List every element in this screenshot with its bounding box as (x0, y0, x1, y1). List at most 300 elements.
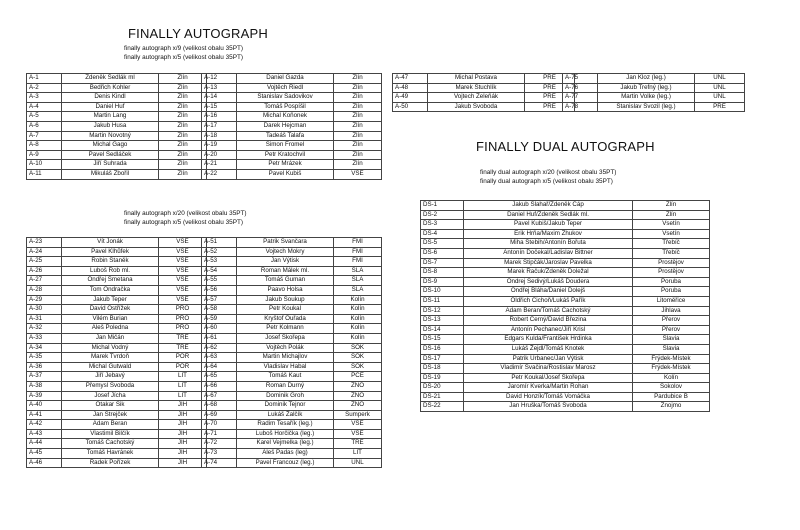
table-row (202, 141, 382, 151)
table-row (393, 83, 575, 93)
team-cell: Kolín (633, 373, 710, 383)
player-cell: Přemysl Svoboda (62, 381, 159, 391)
table-row (27, 324, 207, 334)
dual-autograph-table (420, 200, 710, 412)
player-cell: Daniel Huf/Zdeněk Sedlák ml. (464, 210, 633, 220)
table-row (27, 150, 207, 160)
player-cell: Pavel Francouz (leg.) (237, 458, 334, 468)
code-cell: A-46 (27, 458, 62, 468)
code-cell: DS-1 (421, 201, 464, 211)
code-cell: DS-4 (421, 229, 464, 239)
table-row (563, 74, 745, 84)
table-row (421, 316, 710, 326)
team-cell: PRE (525, 74, 575, 84)
player-cell: Vojtěch Riedl (237, 83, 334, 93)
team-cell: Zlín (334, 131, 382, 141)
team-cell: SLA (334, 266, 382, 276)
player-cell: Patrik Urbanec/Jan Výtisk (464, 354, 633, 364)
code-cell: A-26 (27, 266, 62, 276)
table-row (421, 296, 710, 306)
player-cell: Radim Tesařík (leg.) (237, 420, 334, 430)
table-row (421, 277, 710, 287)
player-cell: Aleš Padas (leg) (237, 449, 334, 459)
table-row (563, 93, 745, 103)
player-cell: Jiří Suhrada (62, 160, 159, 170)
table-row (27, 410, 207, 420)
code-cell: A-61 (202, 333, 237, 343)
table-row (202, 121, 382, 131)
table-row (27, 343, 207, 353)
table-row (27, 381, 207, 391)
code-cell: DS-7 (421, 258, 464, 268)
player-cell: Ondřej Bláha/Daniel Dolejš (464, 287, 633, 297)
team-cell: TRE (159, 333, 207, 343)
code-cell: A-25 (27, 257, 62, 267)
table-row (27, 169, 207, 179)
player-cell: Dominik Groh (237, 391, 334, 401)
table-row (27, 429, 207, 439)
player-cell: Daniel Huf (62, 102, 159, 112)
table-row (202, 83, 382, 93)
team-cell: Sokolov (633, 383, 710, 393)
table-row (202, 362, 382, 372)
code-cell: A-13 (202, 83, 237, 93)
code-cell: A-17 (202, 121, 237, 131)
player-cell: Petr Kolmann (237, 324, 334, 334)
team-cell: VSE (159, 285, 207, 295)
team-cell: Zlín (334, 93, 382, 103)
player-cell: Roman Málek ml. (237, 266, 334, 276)
player-cell: Antonín Pechanec/Jiří Krisl (464, 325, 633, 335)
code-cell: A-53 (202, 257, 237, 267)
table-row (202, 458, 382, 468)
code-cell: A-24 (27, 247, 62, 257)
player-cell: Tomáš Guman (237, 276, 334, 286)
table-row (27, 401, 207, 411)
code-cell: DS-17 (421, 354, 464, 364)
team-cell: Zlín (159, 121, 207, 131)
code-cell: A-33 (27, 333, 62, 343)
player-cell: Luboš Rob ml. (62, 266, 159, 276)
player-cell: Tom Ondračka (62, 285, 159, 295)
code-cell: A-6 (27, 121, 62, 131)
team-cell: ZNO (334, 401, 382, 411)
player-cell: Jakub Šlahař/Zdeněk Čáp (464, 201, 633, 211)
player-cell: Dominik Tejnor (237, 401, 334, 411)
player-cell: Robin Staněk (62, 257, 159, 267)
table-row (421, 268, 710, 278)
player-cell: Luboš Horčička (leg.) (237, 429, 334, 439)
player-cell: Josef Skořepa (237, 333, 334, 343)
player-cell: Tomáš Havránek (62, 449, 159, 459)
code-cell: A-72 (202, 439, 237, 449)
player-cell: Marek Stuchlík (428, 83, 525, 93)
team-cell: PRO (159, 305, 207, 315)
code-cell: A-32 (27, 324, 62, 334)
table-row (421, 210, 710, 220)
code-cell: DS-12 (421, 306, 464, 316)
player-cell: Jaromír Kverka/Martin Rohan (464, 383, 633, 393)
autograph-table-a51-a74 (201, 237, 382, 468)
table-row (202, 420, 382, 430)
x20-note-2: finally autograph x/5 (velikost obalu 35PT) (124, 219, 244, 226)
code-cell: A-41 (27, 410, 62, 420)
code-cell: A-29 (27, 295, 62, 305)
code-cell: DS-13 (421, 316, 464, 326)
player-cell: Vlastimil Bilčík (62, 429, 159, 439)
player-cell: Miha Štebih/Antonín Bořuta (464, 239, 633, 249)
code-cell: A-51 (202, 238, 237, 248)
x20-note-1: finally autograph x/20 (velikost obalu 35PT) (124, 210, 247, 217)
player-cell: Kryštof Ouřada (237, 314, 334, 324)
player-cell: Lukáš Žejdl/Tomáš Knotek (464, 344, 633, 354)
player-cell: Vojtech Zeleňák (428, 93, 525, 103)
code-cell: A-67 (202, 391, 237, 401)
code-cell: A-44 (27, 439, 62, 449)
player-cell: Petr Koukal (237, 305, 334, 315)
finally-autograph-title: FINALLY AUTOGRAPH (128, 26, 268, 41)
table-row (202, 247, 382, 257)
team-cell: VSE (159, 257, 207, 267)
table-row (421, 229, 710, 239)
code-cell: A-75 (563, 74, 598, 84)
code-cell: A-12 (202, 74, 237, 84)
player-cell: Tomáš Pospíšil (237, 102, 334, 112)
player-cell: Zdeněk Sedlák ml (62, 74, 159, 84)
code-cell: A-70 (202, 420, 237, 430)
team-cell: Zlín (334, 102, 382, 112)
player-cell: Jiří Jebavý (62, 372, 159, 382)
table-row (202, 102, 382, 112)
team-cell: UNL (695, 93, 745, 103)
team-cell: Litoměřice (633, 296, 710, 306)
table-row (27, 247, 207, 257)
team-cell: LIT (334, 449, 382, 459)
player-cell: Jan Mičán (62, 333, 159, 343)
team-cell: Slavia (633, 335, 710, 345)
table-row (202, 74, 382, 84)
player-cell: Antonín Dočekal/Ladislav Bittner (464, 248, 633, 258)
team-cell: PRO (159, 324, 207, 334)
table-row (421, 220, 710, 230)
code-cell: A-71 (202, 429, 237, 439)
team-cell: Třebíč (633, 239, 710, 249)
code-cell: DS-11 (421, 296, 464, 306)
team-cell: Kolín (334, 314, 382, 324)
table-row (27, 141, 207, 151)
code-cell: A-19 (202, 141, 237, 151)
team-cell: Zlín (334, 83, 382, 93)
team-cell: Poruba (633, 287, 710, 297)
code-cell: A-37 (27, 372, 62, 382)
team-cell: FMI (334, 257, 382, 267)
team-cell: LIT (159, 372, 207, 382)
team-cell: ZNO (334, 381, 382, 391)
team-cell: PCE (334, 372, 382, 382)
code-cell: A-65 (202, 372, 237, 382)
table-row (421, 258, 710, 268)
code-cell: A-30 (27, 305, 62, 315)
player-cell: Jan Strejček (62, 410, 159, 420)
team-cell: Zlín (159, 150, 207, 160)
team-cell: Zlín (334, 121, 382, 131)
autograph-table-a1-a11 (26, 73, 207, 180)
player-cell: Patrik Švančara (237, 238, 334, 248)
code-cell: DS-5 (421, 239, 464, 249)
code-cell: A-11 (27, 169, 62, 179)
table-row (202, 381, 382, 391)
team-cell: SOK (334, 362, 382, 372)
code-cell: A-55 (202, 276, 237, 286)
player-cell: Adam Beran (62, 420, 159, 430)
table-row (202, 353, 382, 363)
player-cell: Šimon Fromel (237, 141, 334, 151)
team-cell: VSE (159, 247, 207, 257)
table-row (421, 239, 710, 249)
code-cell: A-57 (202, 295, 237, 305)
team-cell: Zlín (334, 112, 382, 122)
player-cell: Vladislav Habal (237, 362, 334, 372)
table-row (202, 305, 382, 315)
team-cell: Zlín (159, 74, 207, 84)
player-cell: Ondrej Šedivý/Lukáš Doudera (464, 277, 633, 287)
team-cell: PRE (525, 83, 575, 93)
code-cell: A-23 (27, 238, 62, 248)
team-cell: VSE (334, 420, 382, 430)
player-cell: Bedřich Kohler (62, 83, 159, 93)
code-cell: A-59 (202, 314, 237, 324)
player-cell: Vít Jonák (62, 238, 159, 248)
autograph-table-a23-a46 (26, 237, 207, 468)
table-row (421, 392, 710, 402)
table-row (202, 439, 382, 449)
player-cell: David Ostřížek (62, 305, 159, 315)
finally-note-2: finally autograph x/5 (velikost obalu 35PT) (124, 54, 244, 61)
player-cell: Stanislav Svozil (leg.) (598, 102, 695, 112)
table-row (27, 74, 207, 84)
code-cell: A-45 (27, 449, 62, 459)
table-row (27, 295, 207, 305)
team-cell: JIH (159, 410, 207, 420)
code-cell: A-28 (27, 285, 62, 295)
code-cell: A-10 (27, 160, 62, 170)
code-cell: A-14 (202, 93, 237, 103)
table-row (27, 439, 207, 449)
table-row (421, 335, 710, 345)
table-row (421, 325, 710, 335)
team-cell: Zlín (159, 83, 207, 93)
code-cell: A-22 (202, 169, 237, 179)
table-row (27, 131, 207, 141)
team-cell: Slavia (633, 344, 710, 354)
code-cell: A-16 (202, 112, 237, 122)
code-cell: A-56 (202, 285, 237, 295)
autograph-table-a12-a22 (201, 73, 382, 180)
team-cell: FMI (334, 238, 382, 248)
table-row (202, 401, 382, 411)
table-row (421, 287, 710, 297)
player-cell: Michal Gutwald (62, 362, 159, 372)
code-cell: A-54 (202, 266, 237, 276)
table-row (202, 324, 382, 334)
player-cell: Jakub Trefný (leg.) (598, 83, 695, 93)
table-row (27, 372, 207, 382)
player-cell: Jan Výtisk (237, 257, 334, 267)
table-row (202, 266, 382, 276)
team-cell: JIH (159, 420, 207, 430)
code-cell: A-42 (27, 420, 62, 430)
table-row (202, 343, 382, 353)
code-cell: DS-19 (421, 373, 464, 383)
player-cell: Lukáš Žalčík (237, 410, 334, 420)
team-cell: LIT (159, 381, 207, 391)
player-cell: Marek Štipčák/Jaroslav Pavelka (464, 258, 633, 268)
table-row (202, 285, 382, 295)
dual-note-2: finally dual autograph x/5 (velikost obalu 35PT) (480, 178, 613, 185)
code-cell: A-39 (27, 391, 62, 401)
table-row (27, 362, 207, 372)
code-cell: A-18 (202, 131, 237, 141)
player-cell: Petr Koukal/Josef Skořepa (464, 373, 633, 383)
team-cell: LIT (159, 391, 207, 401)
code-cell: A-66 (202, 381, 237, 391)
code-cell: A-34 (27, 343, 62, 353)
table-row (202, 276, 382, 286)
team-cell: UNL (695, 74, 745, 84)
code-cell: A-31 (27, 314, 62, 324)
table-row (27, 160, 207, 170)
team-cell: VSE (159, 238, 207, 248)
code-cell: A-60 (202, 324, 237, 334)
team-cell: POR (159, 362, 207, 372)
team-cell: Zlín (334, 160, 382, 170)
table-row (27, 353, 207, 363)
code-cell: A-7 (27, 131, 62, 141)
team-cell: Kolín (334, 295, 382, 305)
table-row (202, 449, 382, 459)
player-cell: Jan Kloz (leg.) (598, 74, 695, 84)
team-cell: VSE (159, 276, 207, 286)
team-cell: Poruba (633, 277, 710, 287)
table-row (27, 449, 207, 459)
team-cell: Zlín (159, 169, 207, 179)
player-cell: Josef Jícha (62, 391, 159, 401)
team-cell: JIH (159, 439, 207, 449)
table-row (421, 402, 710, 412)
code-cell: DS-21 (421, 392, 464, 402)
code-cell: A-78 (563, 102, 598, 112)
table-row (202, 257, 382, 267)
code-cell: A-3 (27, 93, 62, 103)
code-cell: DS-10 (421, 287, 464, 297)
code-cell: A-48 (393, 83, 428, 93)
team-cell: FMI (334, 247, 382, 257)
code-cell: A-47 (393, 74, 428, 84)
table-row (27, 314, 207, 324)
player-cell: Michal Postava (428, 74, 525, 84)
player-cell: Tomáš Kaut (237, 372, 334, 382)
code-cell: A-2 (27, 83, 62, 93)
table-row (202, 333, 382, 343)
team-cell: POR (159, 353, 207, 363)
team-cell: Kolín (334, 305, 382, 315)
code-cell: A-64 (202, 362, 237, 372)
team-cell: JIH (159, 401, 207, 411)
table-row (393, 102, 575, 112)
table-row (202, 160, 382, 170)
code-cell: DS-15 (421, 335, 464, 345)
player-cell: Daniel Gazda (237, 74, 334, 84)
player-cell: Ondřej Smetana (62, 276, 159, 286)
player-cell: Jakub Husa (62, 121, 159, 131)
team-cell: Zlín (633, 201, 710, 211)
team-cell: Vsetín (633, 229, 710, 239)
player-cell: Martin Michajlov (237, 353, 334, 363)
table-row (421, 364, 710, 374)
code-cell: A-21 (202, 160, 237, 170)
team-cell: Frýdek-Místek (633, 364, 710, 374)
team-cell: Zlín (159, 93, 207, 103)
player-cell: Roman Durný (237, 381, 334, 391)
code-cell: A-73 (202, 449, 237, 459)
table-row (27, 458, 207, 468)
team-cell: Šumperk (334, 410, 382, 420)
player-cell: Tomáš Čachotský (62, 439, 159, 449)
team-cell: Kolín (334, 324, 382, 334)
player-cell: Vilém Burian (62, 314, 159, 324)
code-cell: A-49 (393, 93, 428, 103)
player-cell: Marek Račuk/Zdeněk Doležal (464, 268, 633, 278)
table-row (421, 201, 710, 211)
table-row (202, 112, 382, 122)
table-row (27, 276, 207, 286)
code-cell: A-58 (202, 305, 237, 315)
code-cell: A-69 (202, 410, 237, 420)
table-row (27, 420, 207, 430)
player-cell: Martin Novotný (62, 131, 159, 141)
team-cell: Pardubice B (633, 392, 710, 402)
code-cell: A-38 (27, 381, 62, 391)
player-cell: Tadeáš Talafa (237, 131, 334, 141)
table-row (421, 248, 710, 258)
table-row (421, 306, 710, 316)
code-cell: A-15 (202, 102, 237, 112)
table-row (202, 295, 382, 305)
team-cell: PRE (525, 102, 575, 112)
team-cell: Zlín (159, 160, 207, 170)
table-row (393, 93, 575, 103)
team-cell: Kolín (334, 333, 382, 343)
table-row (563, 102, 745, 112)
player-cell: Vojtech Mokry (237, 247, 334, 257)
code-cell: A-43 (27, 429, 62, 439)
player-cell: Martin Lang (62, 112, 159, 122)
table-row (202, 429, 382, 439)
player-cell: Jakub Teper (62, 295, 159, 305)
player-cell: Michal Koňonek (237, 112, 334, 122)
table-row (27, 93, 207, 103)
table-row (27, 333, 207, 343)
autograph-table-a75-a78 (562, 73, 745, 112)
autograph-table-a47-a50 (392, 73, 575, 112)
team-cell: JIH (159, 458, 207, 468)
player-cell: Petr Mrázek (237, 160, 334, 170)
code-cell: A-9 (27, 150, 62, 160)
player-cell: Oldřich Cichoň/Lukáš Pařík (464, 296, 633, 306)
dual-autograph-title: FINALLY DUAL AUTOGRAPH (476, 139, 655, 154)
team-cell: TRE (334, 439, 382, 449)
table-row (202, 169, 382, 179)
